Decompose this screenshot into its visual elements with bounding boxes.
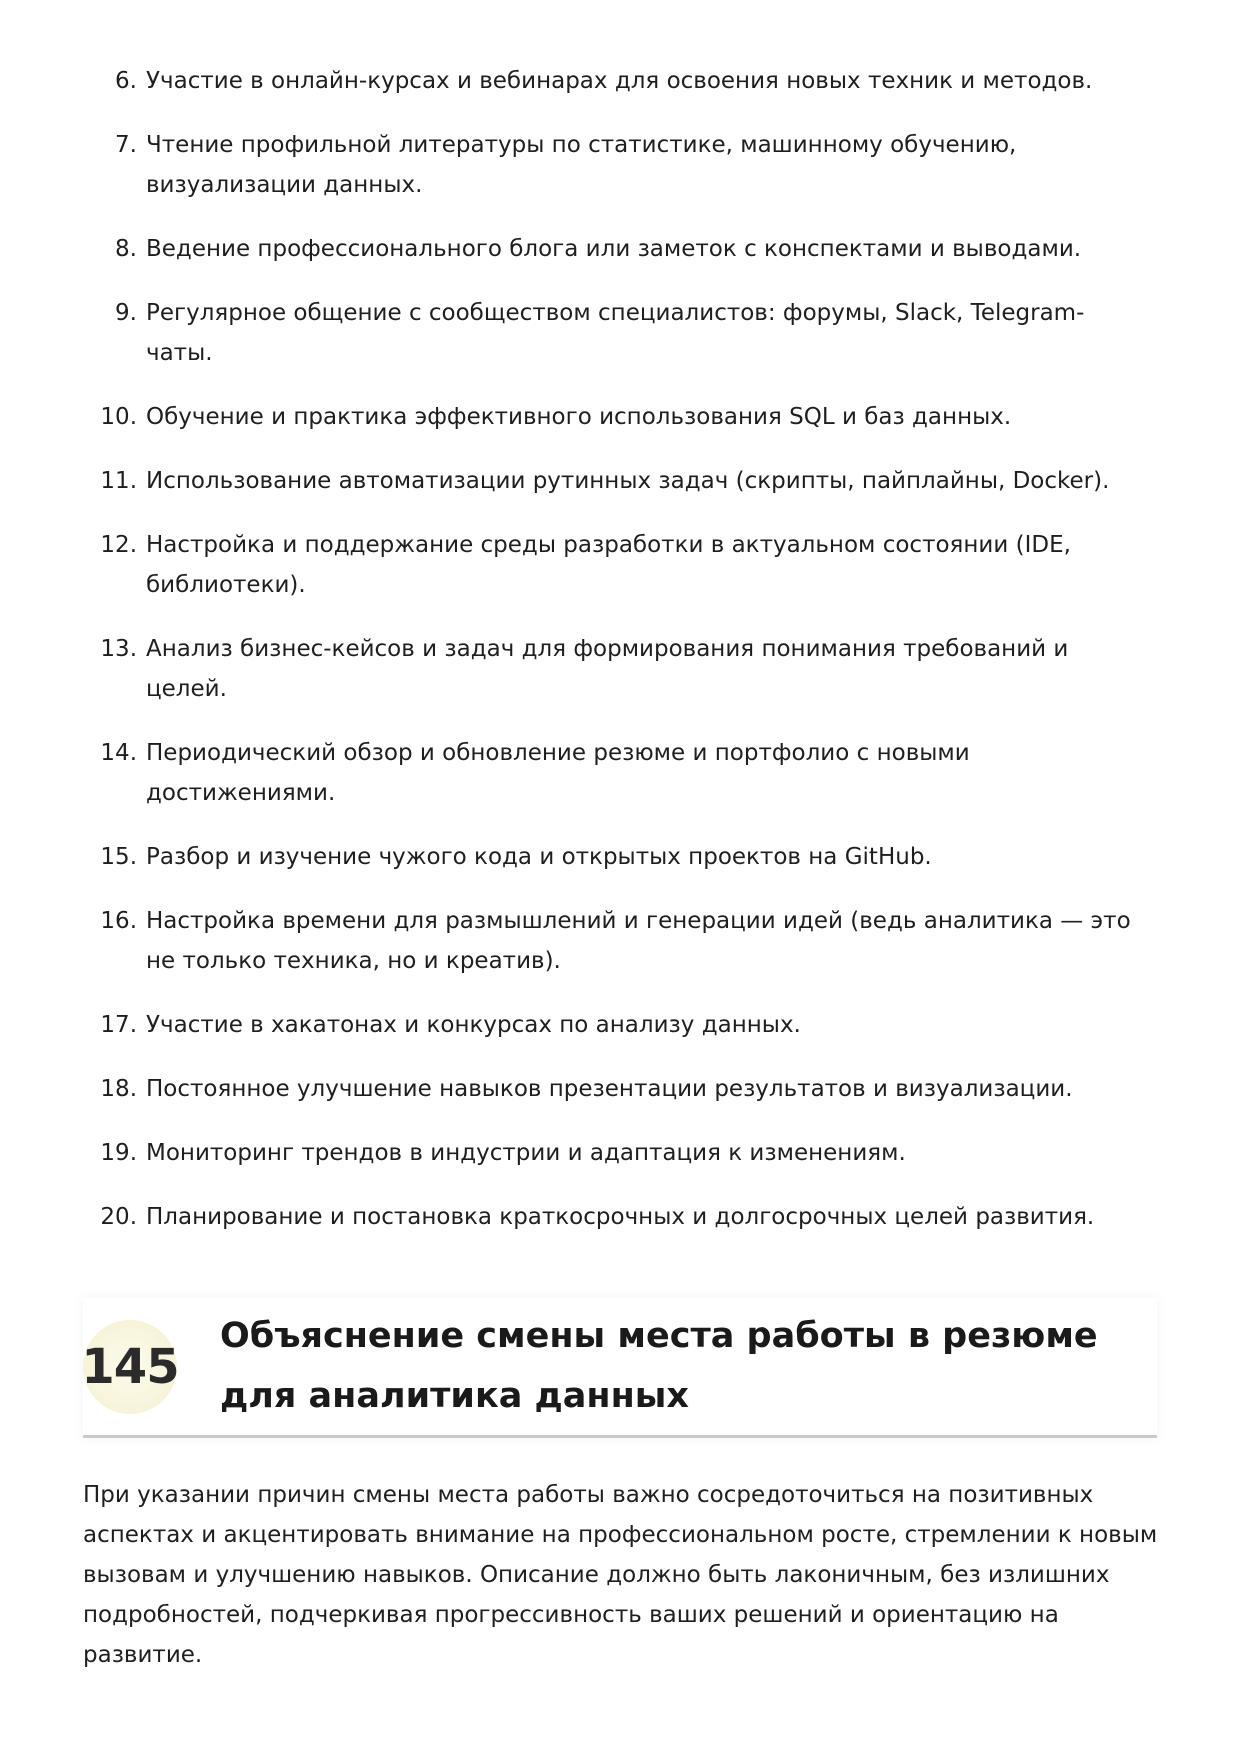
list-item [0,525,1239,605]
list-item-number: 9. [115,300,137,326]
list-item-text: Планирование и постановка краткосрочных и долгосрочных целей развития. [146,1204,1095,1230]
list-item [0,837,1239,877]
list-item-text: Обучение и практика эффективного использования SQL и баз данных. [146,404,1012,430]
list-item-number: 11. [100,468,137,494]
list-item-number: 14. [100,740,137,766]
list-item [0,629,1239,709]
body-paragraph: При указании причин смены места работы важно сосредоточиться на позитивных аспектах и акцентировать внимание на профессиональном росте, стремлении к новым вызовам и улучшению навыков. Описание должно быть лаконичным, без излишних подробностей, подчеркивая прогрессивность ваших решений и ориентацию на развитие. [83,1482,1158,1668]
list-item-number: 15. [100,844,137,870]
list-item [0,1133,1239,1173]
list-item-text: Анализ бизнес-кейсов и задач для формирования понимания требований и целей. [146,636,1069,702]
list-item [0,125,1239,205]
list-item [0,229,1239,269]
list-item-number: 19. [100,1140,137,1166]
list-item-text: Ведение профессионального блога или заметок с конспектами и выводами. [146,236,1082,262]
list-item-text: Участие в онлайн-курсах и вебинарах для освоения новых техник и методов. [146,68,1093,94]
list-item [0,1069,1239,1109]
list-item-text: Мониторинг трендов в индустрии и адаптация к изменениям. [146,1140,906,1166]
list-item-text: Постоянное улучшение навыков презентации результатов и визуализации. [146,1076,1073,1102]
list-item [0,293,1239,373]
list-item-text: Периодический обзор и обновление резюме и портфолио с новыми достижениями. [146,740,970,806]
list-item [0,61,1239,101]
list-item-text: Участие в хакатонах и конкурсах по анализу данных. [146,1012,801,1038]
list-item [0,1005,1239,1045]
list-item-text: Разбор и изучение чужого кода и открытых проектов на GitHub. [146,844,932,870]
list-item [0,733,1239,813]
list-item-number: 10. [100,404,137,430]
list-item-text: Настройка и поддержание среды разработки в актуальном состоянии (IDE, библиотеки). [146,532,1071,598]
list-item-number: 8. [115,236,137,262]
list-item-text: Настройка времени для размышлений и генерации идей (ведь аналитика — это не только техника, но и креатив). [146,908,1131,974]
list-item-number: 12. [100,532,137,558]
list-item [0,397,1239,437]
section-header [83,1298,1157,1438]
list-item-text: Чтение профильной литературы по статистике, машинному обучению, визуализации данных. [146,132,1017,198]
list-item-text: Использование автоматизации рутинных задач (скрипты, пайплайны, Docker). [146,468,1110,494]
list-item-number: 7. [115,132,137,158]
list-item-number: 17. [100,1012,137,1038]
list-item-number: 18. [100,1076,137,1102]
list-item-number: 16. [100,908,137,934]
tips-list [0,61,1239,1261]
list-item [0,1197,1239,1237]
list-item-number: 13. [100,636,137,662]
list-item [0,461,1239,501]
list-item [0,901,1239,981]
section-title: Объяснение смены места работы в резюме для аналитика данных [220,1316,1098,1416]
section-number-badge: 145 [83,1320,177,1414]
list-item-number: 6. [115,68,137,94]
list-item-number: 20. [100,1204,137,1230]
list-item-text: Регулярное общение с сообществом специалистов: форумы, Slack, Telegram-чаты. [146,300,1085,366]
